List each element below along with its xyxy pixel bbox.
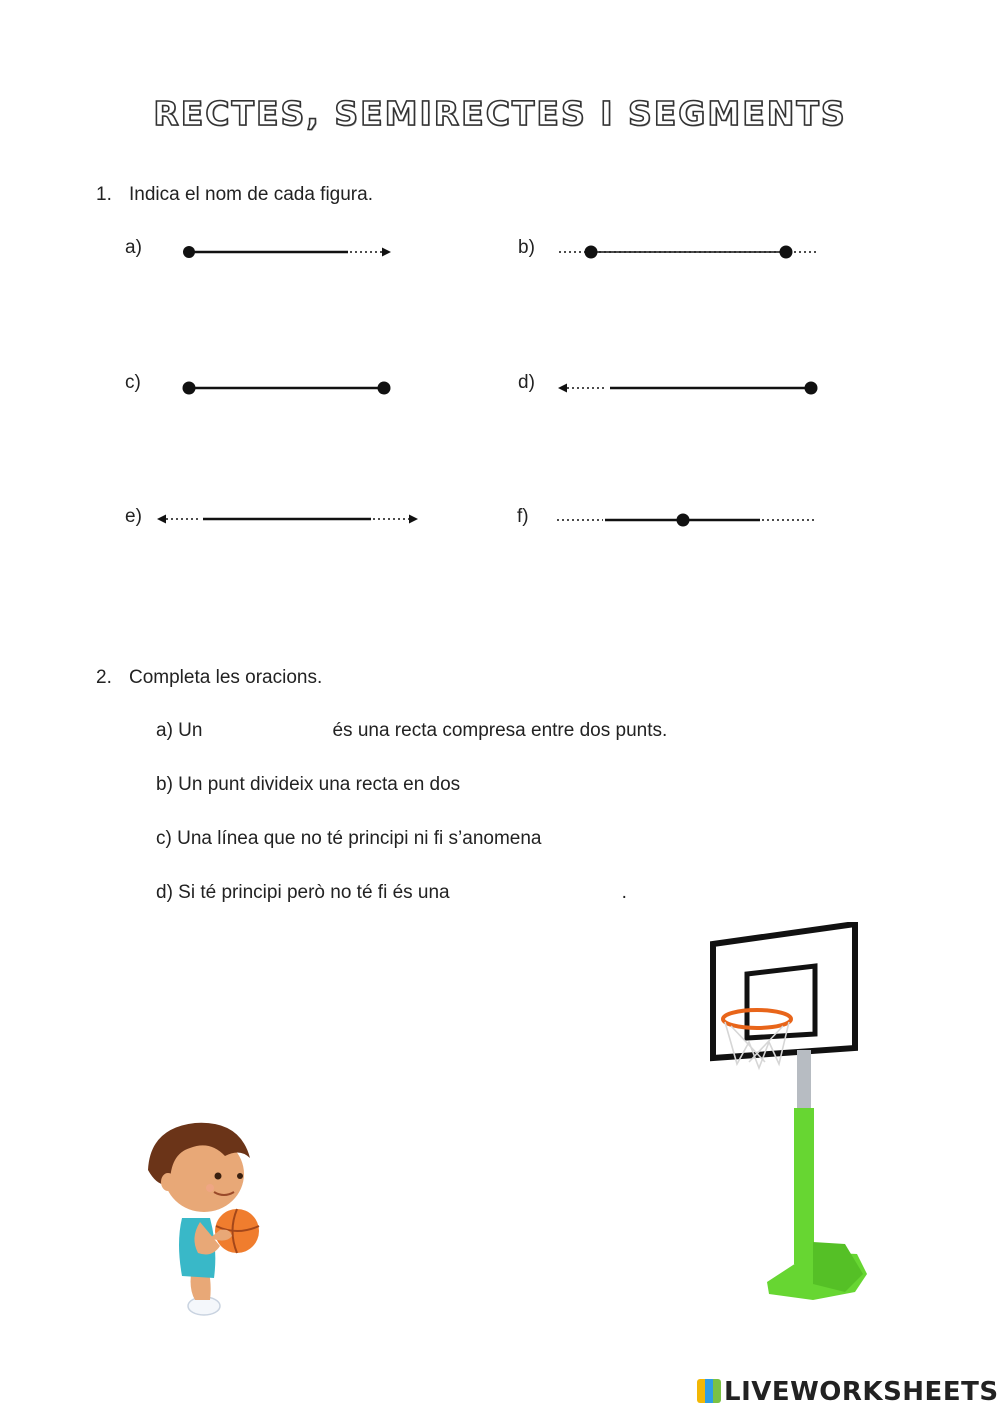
sentence-c	[156, 828, 672, 850]
question-1	[96, 184, 373, 206]
sentence-c-text: c) Una línea que no té principi ni fi s’anomena	[156, 828, 542, 849]
sentence-d-start: d) Si té principi però no té fi és una	[156, 882, 450, 903]
figure-f-label: f)	[517, 506, 529, 527]
sentence-a-start: a) Un	[156, 720, 203, 741]
sentence-b	[156, 774, 590, 796]
question-2-number: 2.	[96, 667, 112, 688]
figure-b-segment	[557, 240, 822, 264]
figure-a-ray	[175, 240, 400, 264]
question-1-text: Indica el nom de cada figura.	[129, 184, 373, 205]
question-2	[96, 667, 322, 689]
sentence-a-end: és una recta compresa entre dos punts.	[332, 720, 668, 741]
figure-b-label: b)	[518, 237, 535, 258]
figure-c-label: c)	[125, 372, 141, 393]
figure-c-segment	[175, 376, 400, 400]
figure-e-label: e)	[125, 506, 142, 527]
question-1-number: 1.	[96, 184, 112, 205]
figure-f-point-on-line	[555, 508, 820, 532]
boy-basketball-illustration	[140, 1118, 270, 1323]
page-title: RECTES, SEMIRECTES I SEGMENTS	[153, 94, 847, 133]
figure-a-label: a)	[125, 237, 142, 258]
sentence-d-end: .	[621, 882, 627, 903]
liveworksheets-logo	[697, 1377, 999, 1407]
question-2-text: Completa les oracions.	[129, 667, 323, 688]
sentence-d	[156, 882, 627, 904]
sentence-a	[156, 720, 667, 742]
basketball-hoop-illustration	[705, 922, 870, 1314]
liveworksheets-logo-text: LIVEWORKSHEETS	[724, 1377, 999, 1407]
liveworksheets-logo-icon	[697, 1379, 721, 1403]
figure-d-ray	[555, 376, 825, 400]
figure-e-line	[155, 507, 425, 531]
sentence-b-text: b) Un punt divideix una recta en dos	[156, 774, 461, 795]
figure-d-label: d)	[518, 372, 535, 393]
